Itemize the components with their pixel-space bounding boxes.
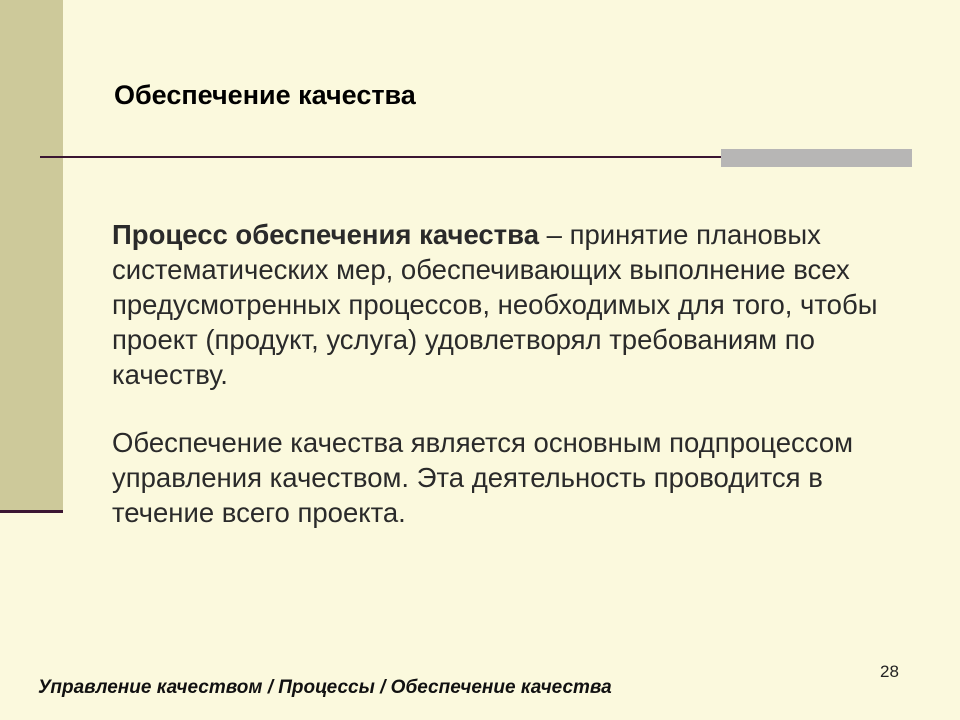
definition-text: – принятие плановых систематических мер, обеспечивающих выполнение всех предусмотренных процессов, необходимых для того, чтобы проект (продукт, услуга) удовлетворял требованиям по качеству. (112, 219, 878, 390)
definition-term: Процесс обеспечения качества (112, 219, 539, 250)
description-paragraph: Обеспечение качества является основным подпроцессом управления качеством. Эта деятельность проводится в течение всего проекта. (112, 427, 854, 528)
sidebar-divider (0, 510, 63, 513)
definition-paragraph (112, 217, 902, 392)
title-accent-bar (721, 149, 912, 167)
page-number: 28 (880, 662, 899, 681)
footer-breadcrumb: Управление качеством / Процессы / Обеспечение качества (38, 677, 612, 698)
slide-title: Обеспечение качества (114, 80, 416, 110)
sidebar-band (0, 0, 63, 510)
slide-body (112, 217, 902, 530)
